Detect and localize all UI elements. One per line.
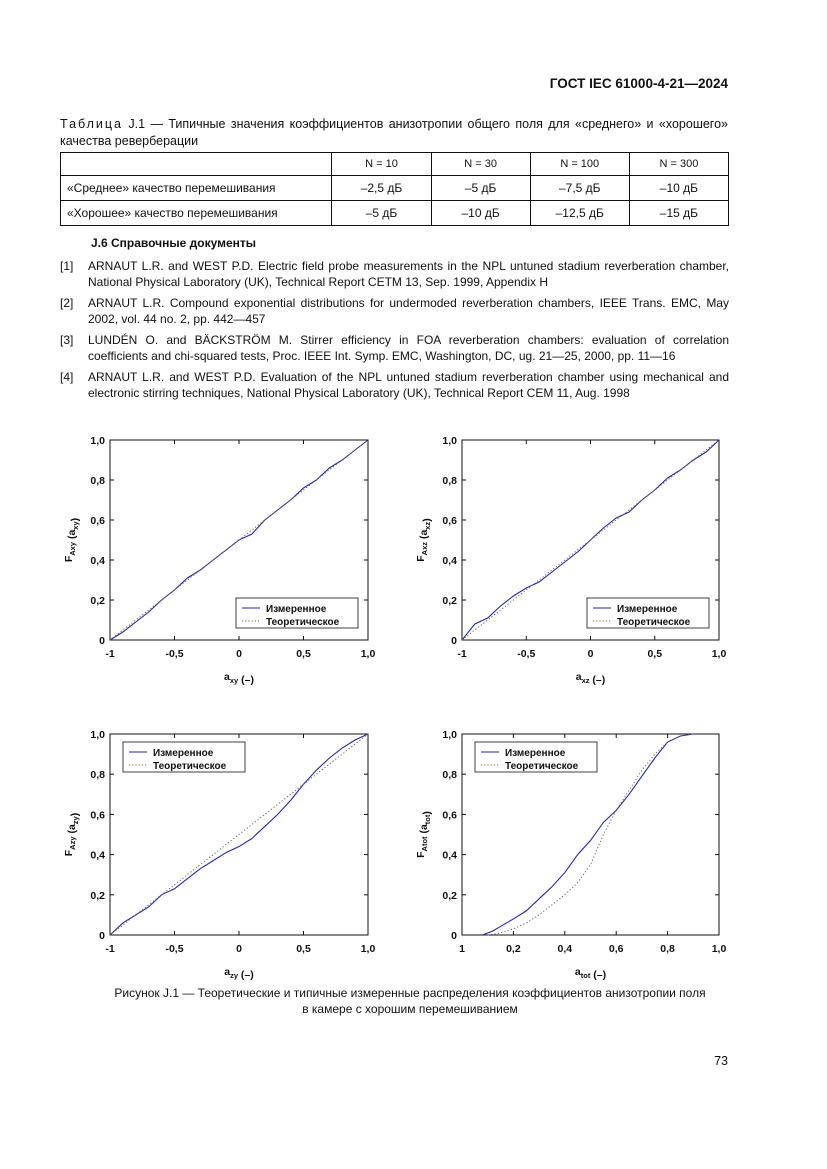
table-header-cell: N = 30 — [431, 153, 530, 176]
x-tick-label: 0,6 — [608, 943, 624, 955]
reference-number: [3] — [60, 333, 74, 347]
reference-number: [4] — [60, 370, 74, 384]
x-tick-label: 0 — [587, 648, 594, 660]
y-tick-label: 0,6 — [90, 515, 105, 527]
y-tick-label: 0,4 — [90, 555, 105, 567]
figure-caption — [60, 985, 760, 1017]
y-axis-label: $F_{Azy}$ $(a_{zy})$ — [63, 812, 81, 857]
x-axis-label: $a_{tot}$ (–) — [574, 966, 607, 981]
x-tick-label: -1 — [457, 648, 467, 660]
y-tick-label: 0,2 — [90, 595, 105, 607]
x-tick-label: -1 — [105, 648, 115, 660]
y-tick-label: 0,8 — [90, 475, 105, 487]
row-label: «Хорошее» качество перемешивания — [61, 201, 332, 226]
x-tick-label: -0,5 — [165, 943, 184, 955]
x-tick-label: -1 — [105, 943, 115, 955]
x-tick-label: 1,0 — [360, 648, 376, 660]
section-title: J.6 Справочные документы — [91, 236, 257, 250]
y-tick-label: 0 — [451, 930, 457, 942]
x-tick-label: 0,5 — [296, 943, 311, 955]
table-header-cell: N = 100 — [530, 153, 629, 176]
legend-label: Теоретическое — [505, 761, 579, 772]
figure-caption-line: в камере с хорошим перемешиванием — [302, 1002, 518, 1016]
reference-text: ARNAUT L.R. and WEST P.D. Evaluation of the NPL untuned stadium reverberation chamber using mechanical and electronic stirring techniques, National Physical Laboratory (UK), Technical Report CEM 11, Aug. 1998 — [88, 370, 729, 400]
legend-label: Измеренное — [505, 748, 566, 759]
y-tick-label: 0,2 — [442, 889, 457, 902]
table-cell: –15 дБ — [629, 201, 728, 226]
reference-text: LUNDÉN O. and BÄCKSTRÖM M. Stirrer efficiency in FOA reverberation chambers: evaluation of correlation coefficients and chi-squared tests, Proc. IEEE Int. Symp. EMC, Washington, DC, ug. 21—25, 2000, pp. 11—16 — [88, 333, 729, 363]
y-axis-label: $F_{Atot}$ $(a_{tot})$ — [415, 811, 433, 858]
legend-label: Измеренное — [617, 604, 678, 615]
x-tick-label: 1,0 — [360, 943, 376, 955]
table-caption-prefix: Таблица — [60, 117, 124, 131]
legend-label: Теоретическое — [266, 617, 340, 628]
table-cell: –2,5 дБ — [332, 176, 431, 201]
x-tick-label: -0,5 — [165, 648, 184, 660]
reference-number: [1] — [60, 259, 74, 273]
y-tick-label: 0,4 — [442, 849, 457, 862]
y-tick-label: 0 — [451, 635, 457, 647]
y-tick-label: 0,6 — [442, 809, 457, 822]
x-axis-label: $a_{zy}$ (–) — [224, 966, 254, 981]
y-tick-label: 0,8 — [442, 475, 457, 487]
y-tick-label: 0 — [99, 635, 105, 647]
x-tick-label: 0,8 — [660, 943, 675, 955]
y-axis-label: $F_{Axy}$ $(a_{xy})$ — [63, 517, 81, 563]
y-tick-label: 1,0 — [442, 729, 457, 741]
x-tick-label: 1,0 — [711, 648, 727, 660]
table-cell: –12,5 дБ — [530, 201, 629, 226]
reference-text: ARNAUT L.R. Compound exponential distributions for undermoded reverberation chambers, IEEE Trans. EMC, May 2002, vol. 44 no. 2, pp. 442—457 — [88, 296, 729, 326]
x-tick-label: 1 — [459, 943, 465, 955]
figure-caption-line: Рисунок J.1 — Теоретические и типичные измеренные распределения коэффициентов анизотропии поля — [114, 986, 706, 1000]
y-tick-label: 0,4 — [90, 849, 105, 862]
table-caption-text: J.1 — Типичные значения коэффициентов анизотропии общего поля для «среднего» и «хорошего» качества реверберации — [60, 117, 728, 148]
row-label: «Среднее» качество перемешивания — [61, 176, 332, 201]
x-tick-label: 0,5 — [296, 648, 311, 660]
y-tick-label: 1,0 — [90, 435, 105, 447]
page-number: 73 — [714, 1054, 728, 1068]
x-tick-label: 0,2 — [506, 943, 521, 955]
legend-label: Теоретическое — [153, 761, 227, 772]
y-tick-label: 1,0 — [442, 435, 457, 447]
document-id: ГОСТ IEC 61000-4-21—2024 — [549, 76, 728, 91]
y-tick-label: 0,2 — [442, 595, 457, 607]
y-tick-label: 1,0 — [90, 729, 105, 741]
y-tick-label: 0 — [99, 930, 105, 942]
table-cell: –10 дБ — [629, 176, 728, 201]
x-tick-label: 0 — [236, 943, 242, 955]
table-cell: –10 дБ — [431, 201, 530, 226]
y-tick-label: 0,6 — [442, 515, 457, 527]
table-cell: –5 дБ — [332, 201, 431, 226]
x-tick-label: 1,0 — [711, 943, 727, 955]
x-tick-label: 0,5 — [647, 648, 663, 660]
reference-text: ARNAUT L.R. and WEST P.D. Electric field probe measurements in the NPL untuned stadium reverberation chamber, National Physical Laboratory (UK), Technical Report CETM 13, Sep. 1999, Appendix H — [88, 259, 729, 289]
table-cell: –5 дБ — [431, 176, 530, 201]
table-cell: –7,5 дБ — [530, 176, 629, 201]
x-tick-label: 0 — [236, 648, 242, 660]
y-tick-label: 0,6 — [90, 809, 105, 822]
x-tick-label: 0,4 — [557, 943, 573, 955]
x-axis-label: $a_{xz}$ (–) — [575, 671, 606, 686]
legend-label: Измеренное — [153, 748, 214, 759]
x-axis-label: $a_{xy}$ (–) — [224, 671, 254, 686]
y-tick-label: 0,8 — [442, 769, 457, 782]
y-tick-label: 0,8 — [90, 769, 105, 782]
y-tick-label: 0,2 — [90, 889, 105, 902]
legend-label: Теоретическое — [617, 617, 691, 628]
reference-number: [2] — [60, 296, 74, 310]
y-axis-label: $F_{Axz}$ $(a_{xz})$ — [415, 518, 433, 562]
table-header-cell: N = 10 — [332, 153, 431, 176]
y-tick-label: 0,4 — [442, 555, 457, 567]
table-header-cell: N = 300 — [629, 153, 728, 176]
x-tick-label: -0,5 — [517, 648, 536, 660]
legend-label: Измеренное — [266, 604, 327, 615]
